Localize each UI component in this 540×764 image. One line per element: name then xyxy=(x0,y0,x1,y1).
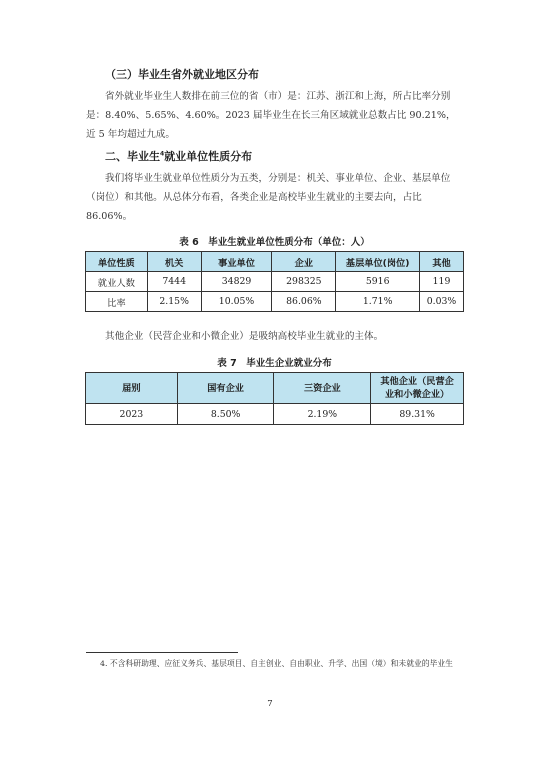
table-row xyxy=(86,272,464,292)
employer-type-paragraph: 我们将毕业生就业单位性质分为五类，分别是：机关、事业单位、企业、基层单位（岗位）和其他。从总体分布看，各类企业是高校毕业生就业的主要去向，占比 86.06%。 xyxy=(86,173,451,222)
table6-cell: 7444 xyxy=(147,272,201,292)
table6-cell: 2.15% xyxy=(147,292,201,312)
table6-cell: 298325 xyxy=(272,272,336,292)
table7-cell: 89.31% xyxy=(371,404,464,425)
private-enterprise-paragraph: 其他企业（民营企业和小微企业）是吸纳高校毕业生就业的主体。 xyxy=(105,331,384,342)
table6-cell: 10.05% xyxy=(201,292,272,312)
table6-cell: 0.03% xyxy=(420,292,464,312)
table6-header-cell: 企业 xyxy=(272,252,336,272)
table6-cell: 1.71% xyxy=(336,292,420,312)
table7-cell: 2023 xyxy=(86,404,178,425)
table6 xyxy=(85,251,464,312)
table6-header-cell: 单位性质 xyxy=(86,252,148,272)
footnote-ref: 4 xyxy=(160,150,165,158)
table6-header-cell: 机关 xyxy=(147,252,201,272)
table7-header-cell: 届别 xyxy=(86,373,178,404)
table7-header-cell: 三资企业 xyxy=(274,373,371,404)
footnote: 4. 不含科研助理、应征义务兵、基层项目、自主创业、自由职业、升学、出国（境）和未就业的毕业生 xyxy=(100,659,453,668)
table7-header-cell: 国有企业 xyxy=(177,373,274,404)
table7-header-row xyxy=(86,373,464,404)
table-row xyxy=(86,292,464,312)
footnote-divider xyxy=(86,652,238,653)
table7 xyxy=(85,372,464,425)
table7-caption: 表 7 毕业生企业就业分布 xyxy=(217,358,332,369)
table6-header-cell: 基层单位(岗位) xyxy=(336,252,420,272)
table6-cell: 5916 xyxy=(336,272,420,292)
table6-cell: 比率 xyxy=(86,292,148,312)
heading-text-tail: 就业单位性质分布 xyxy=(164,150,253,163)
section-heading-province-distribution: （三）毕业生省外就业地区分布 xyxy=(105,68,259,81)
section-heading-employer-type xyxy=(105,148,252,164)
table-row xyxy=(86,404,464,425)
table7-cell: 8.50% xyxy=(177,404,274,425)
heading-text: 二、毕业生 xyxy=(105,150,160,163)
table7-cell: 2.19% xyxy=(274,404,371,425)
table6-cell: 就业人数 xyxy=(86,272,148,292)
table6-cell: 86.06% xyxy=(272,292,336,312)
table6-cell: 119 xyxy=(420,272,464,292)
table7-header-cell: 其他企业（民营企业和小微企业） xyxy=(371,373,464,404)
page-number: 7 xyxy=(267,699,273,709)
table6-header-cell: 其他 xyxy=(420,252,464,272)
table6-cell: 34829 xyxy=(201,272,272,292)
table6-caption: 表 6 毕业生就业单位性质分布（单位：人） xyxy=(179,237,370,248)
province-distribution-paragraph: 省外就业毕业生人数排在前三位的省（市）是：江苏、浙江和上海，所占比率分别是：8.40%、5.65%、4.60%。2023 届毕业生在长三角区域就业总数占比 90.21%，近 5 年均超过九成。 xyxy=(86,91,456,140)
table6-header-cell: 事业单位 xyxy=(201,252,272,272)
table6-header-row xyxy=(86,252,464,272)
